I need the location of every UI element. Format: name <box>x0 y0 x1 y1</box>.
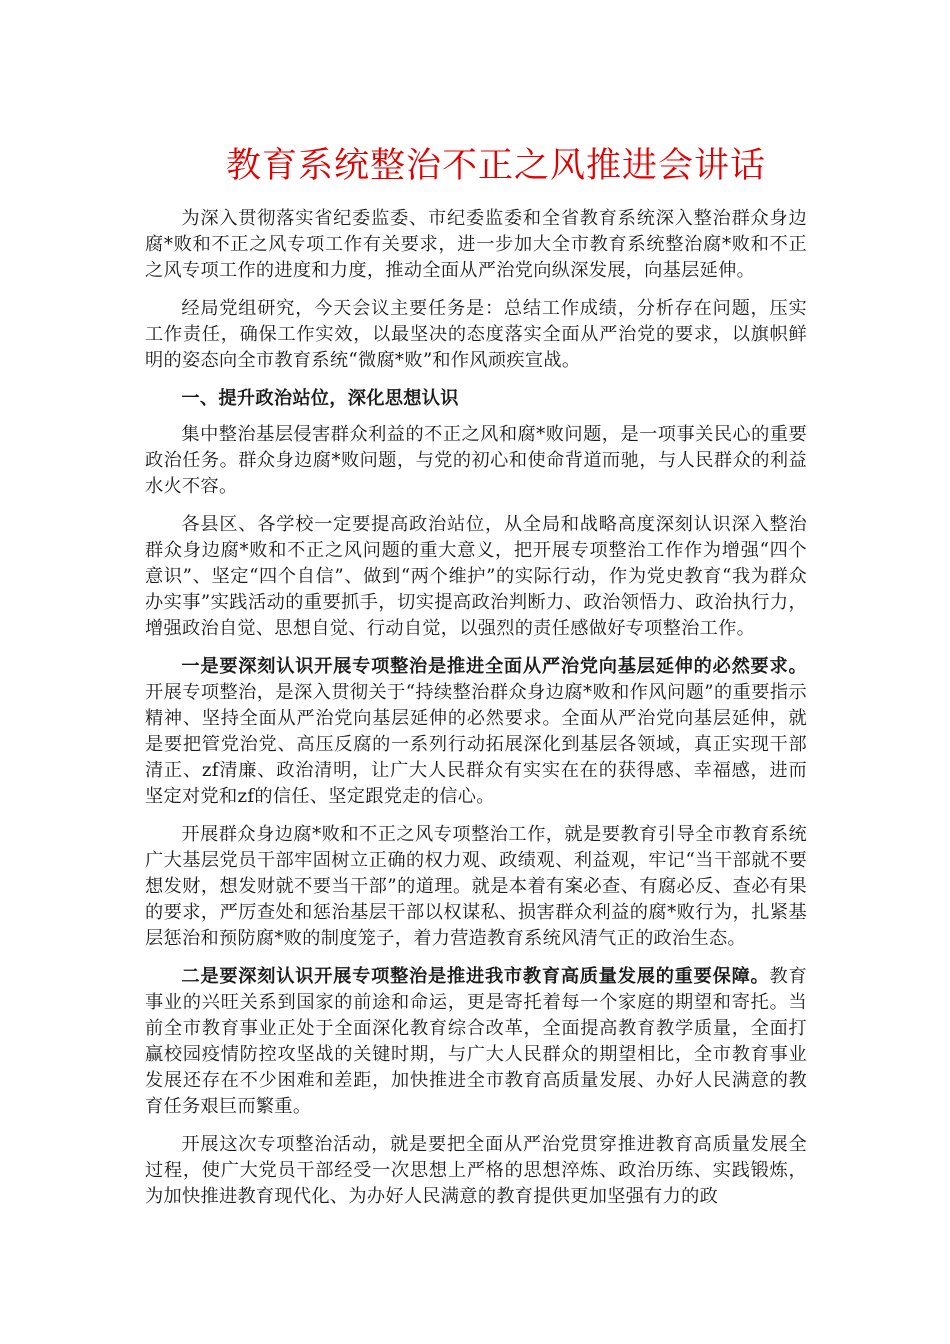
paragraph-body <box>145 1132 807 1210</box>
section-heading-text: 一、提升政治站位，深化思想认识 <box>181 388 459 409</box>
paragraph-text: 开展专项整治，是深入贯彻关于“持续整治群众身边腐*败和作风问题”的重要指示精神、坚持全面从严治党向基层延伸的必然要求。全面从严治党向基层延伸，就是要把管党治党、高压反腐的一系列行动拓展深化到基层各领域，真正实现干部清正、zf清廉、政治清明，让广大人民群众有实实在在的获得感、幸福感，进而坚定对党和zf的信任、坚定跟党走的信心。 <box>145 682 807 807</box>
paragraph-body <box>145 512 807 642</box>
section-heading-1 <box>145 386 807 412</box>
paragraph-lead: 一是要深刻认识开展专项整治是推进全面从严治党向基层延伸的必然要求。 <box>181 656 807 677</box>
paragraph-body <box>145 822 807 952</box>
paragraph-text: 开展群众身边腐*败和不正之风专项整治工作，就是要教育引导全市教育系统广大基层党员干部牢固树立正确的权力观、政绩观、利益观，牢记“当干部就不要想发财，想发财就不要当干部”的道理。就是本着有案必查、有腐必反、查必有果的要求，严厉查处和惩治基层干部以权谋私、损害群众利益的腐*败行为，扎紧基层惩治和预防腐*败的制度笼子，着力营造教育系统风清气正的政治生态。 <box>145 824 807 949</box>
paragraph-text: 集中整治基层侵害群众利益的不正之风和腐*败问题，是一项事关民心的重要政治任务。群众身边腐*败问题，与党的初心和使命背道而驰，与人民群众的利益水火不容。 <box>145 424 807 497</box>
paragraph-point-2 <box>145 964 807 1120</box>
paragraph-text: 经局党组研究，今天会议主要任务是：总结工作成绩，分析存在问题，压实工作责任，确保工作实效，以最坚决的态度落实全面从严治党的要求，以旗帜鲜明的姿态向全市教育系统“微腐*败”和作风顽疾宣战。 <box>145 298 807 371</box>
paragraph-meeting-tasks <box>145 296 807 374</box>
paragraph-text: 教育事业的兴旺关系到国家的前途和命运，更是寄托着每一个家庭的期望和寄托。当前全市教育事业正处于全面深化教育综合改革，全面提高教育教学质量，全面打赢校园疫情防控攻坚战的关键时期，与广大人民群众的期望相比，全市教育事业发展还存在不少困难和差距，加快推进全市教育高质量发展、办好人民满意的教育任务艰巨而繁重。 <box>145 966 807 1117</box>
paragraph-text: 开展这次专项整治活动，就是要把全面从严治党贯穿推进教育高质量发展全过程，使广大党员干部经受一次思想上严格的思想淬炼、政治历练、实践锻炼，为加快推进教育现代化、为办好人民满意的教育提供更加坚强有力的政 <box>145 1134 807 1207</box>
paragraph-lead: 二是要深刻认识开展专项整治是推进我市教育高质量发展的重要保障。 <box>181 966 770 987</box>
paragraph-text: 为深入贯彻落实省纪委监委、市纪委监委和全省教育系统深入整治群众身边腐*败和不正之风专项工作有关要求，进一步加大全市教育系统整治腐*败和不正之风专项工作的进度和力度，推动全面从严治党向纵深发展，向基层延伸。 <box>145 208 807 281</box>
document-title: 教育系统整治不正之风推进会讲话 <box>225 146 766 186</box>
paragraph-intro <box>145 206 807 284</box>
paragraph-text: 各县区、各学校一定要提高政治站位，从全局和战略高度深刻认识深入整治群众身边腐*败和不正之风问题的重大意义，把开展专项整治工作作为增强“四个意识”、坚定“四个自信”、做到“两个维护”的实际行动，作为党史教育“我为群众办实事”实践活动的重要抓手，切实提高政治判断力、政治领悟力、政治执行力，增强政治自觉、思想自觉、行动自觉，以强烈的责任感做好专项整治工作。 <box>145 514 807 639</box>
paragraph-body <box>145 422 807 500</box>
document-page <box>145 130 807 1222</box>
paragraph-point-1 <box>145 654 807 810</box>
